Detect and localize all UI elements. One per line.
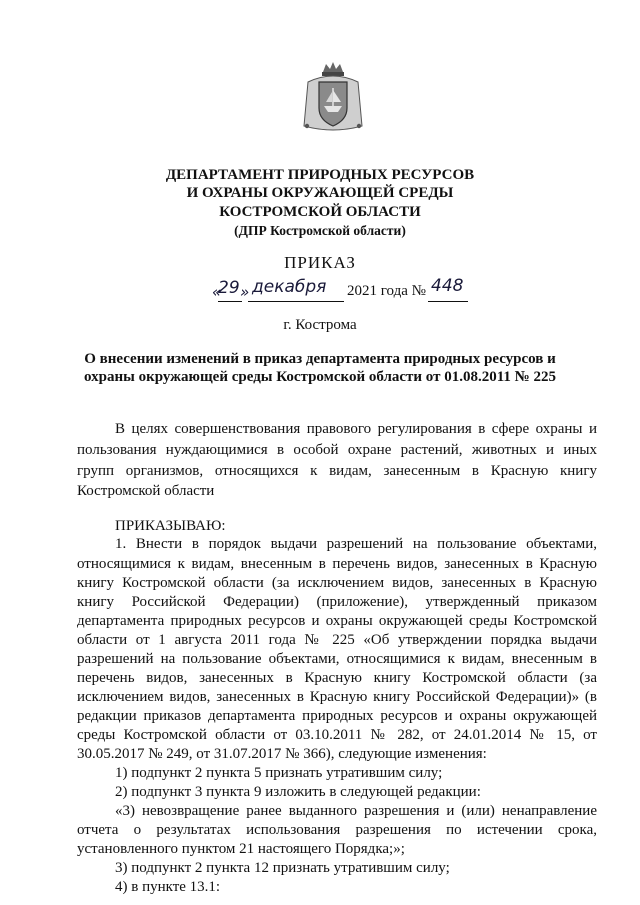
city-name: г. Кострома <box>283 317 357 333</box>
body-line: области от 1 августа 2011 года № 225 «Об утверждении порядка выдачи <box>77 632 597 648</box>
department-name-line1: ДЕПАРТАМЕНТ ПРИРОДНЫХ РЕСУРСОВ <box>165 167 475 183</box>
subject-line2: охраны окружающей среды Костромской области от 01.08.2011 № 225 <box>84 369 556 385</box>
department-abbreviation: (ДПР Костромской области) <box>234 223 406 238</box>
body-line: пользования нуждающимися в особой охране растений, животных и иных <box>77 442 597 458</box>
body-line: установленного пунктом 21 настоящего Порядка;»; <box>77 841 405 857</box>
department-name-line2: И ОХРАНЫ ОКРУЖАЮЩЕЙ СРЕДЫ <box>186 185 454 201</box>
body-line: ПРИКАЗЫВАЮ: <box>115 518 226 534</box>
date-close-quote: » <box>240 283 250 301</box>
date-open-quote: « <box>212 283 222 301</box>
body-line: перечень видов, занесенных в Красную книгу Костромской области (за <box>77 670 597 686</box>
date-month: декабря <box>252 277 327 297</box>
date-day: 29 <box>218 278 240 298</box>
document-type: ПРИКАЗ <box>284 253 356 272</box>
body-line: 1. Внести в порядок выдачи разрешений на пользование объектами, <box>115 536 597 552</box>
body-line: 1) подпункт 2 пункта 5 признать утратившим силу; <box>115 765 443 781</box>
body-line: среды Костромской области от 03.10.2011 № 282, от 24.01.2014 № 15, от <box>77 727 597 743</box>
department-name-line3: КОСТРОМСКОЙ ОБЛАСТИ <box>219 204 421 220</box>
body-line: 30.05.2017 № 249, от 31.07.2017 № 366), следующие изменения: <box>77 746 487 762</box>
body-line: редакции приказов департамента природных ресурсов и охраны окружающей <box>77 708 597 724</box>
order-number: 448 <box>431 276 464 296</box>
body-line: групп организмов, относящихся к видам, занесенным в Красную книгу <box>77 463 597 479</box>
number-underline <box>428 301 468 302</box>
subject-line1: О внесении изменений в приказ департамента природных ресурсов и <box>84 351 556 367</box>
month-underline <box>248 301 344 302</box>
body-line: книгу Российской Федерации) (приложение), утвержденный приказом <box>77 594 597 610</box>
body-line: 4) в пункте 13.1: <box>115 879 221 895</box>
body-line: разрешений на пользование объектами, относящимися к видам, внесенным в <box>77 651 597 667</box>
body-line: отчета о результатах использования разрешения по истечении срока, <box>77 822 597 838</box>
body-line: 2) подпункт 3 пункта 9 изложить в следующей редакции: <box>115 784 481 800</box>
day-underline <box>218 301 242 302</box>
body-line: Костромской области <box>77 483 215 499</box>
body-line: относящимися к видам, внесенным в перечень видов, занесенных в Красную <box>77 556 597 572</box>
date-year-text: 2021 года № <box>347 283 426 299</box>
body-line: департамента природных ресурсов и охраны окружающей среды Костромской <box>77 613 597 629</box>
body-line: 3) подпункт 2 пункта 12 признать утратившим силу; <box>115 860 450 876</box>
body-line: исключением видов, занесенных в Красную книгу Российской Федерации)» (в <box>77 689 597 705</box>
coat-of-arms-emblem <box>302 60 364 134</box>
body-line: «3) невозвращение ранее выданного разрешения и (или) ненаправление <box>115 803 597 819</box>
body-line: книгу Костромской области (за исключением видов, занесенных в Красную <box>77 575 597 591</box>
body-line: В целях совершенствования правового регулирования в сфере охраны и <box>115 421 597 437</box>
